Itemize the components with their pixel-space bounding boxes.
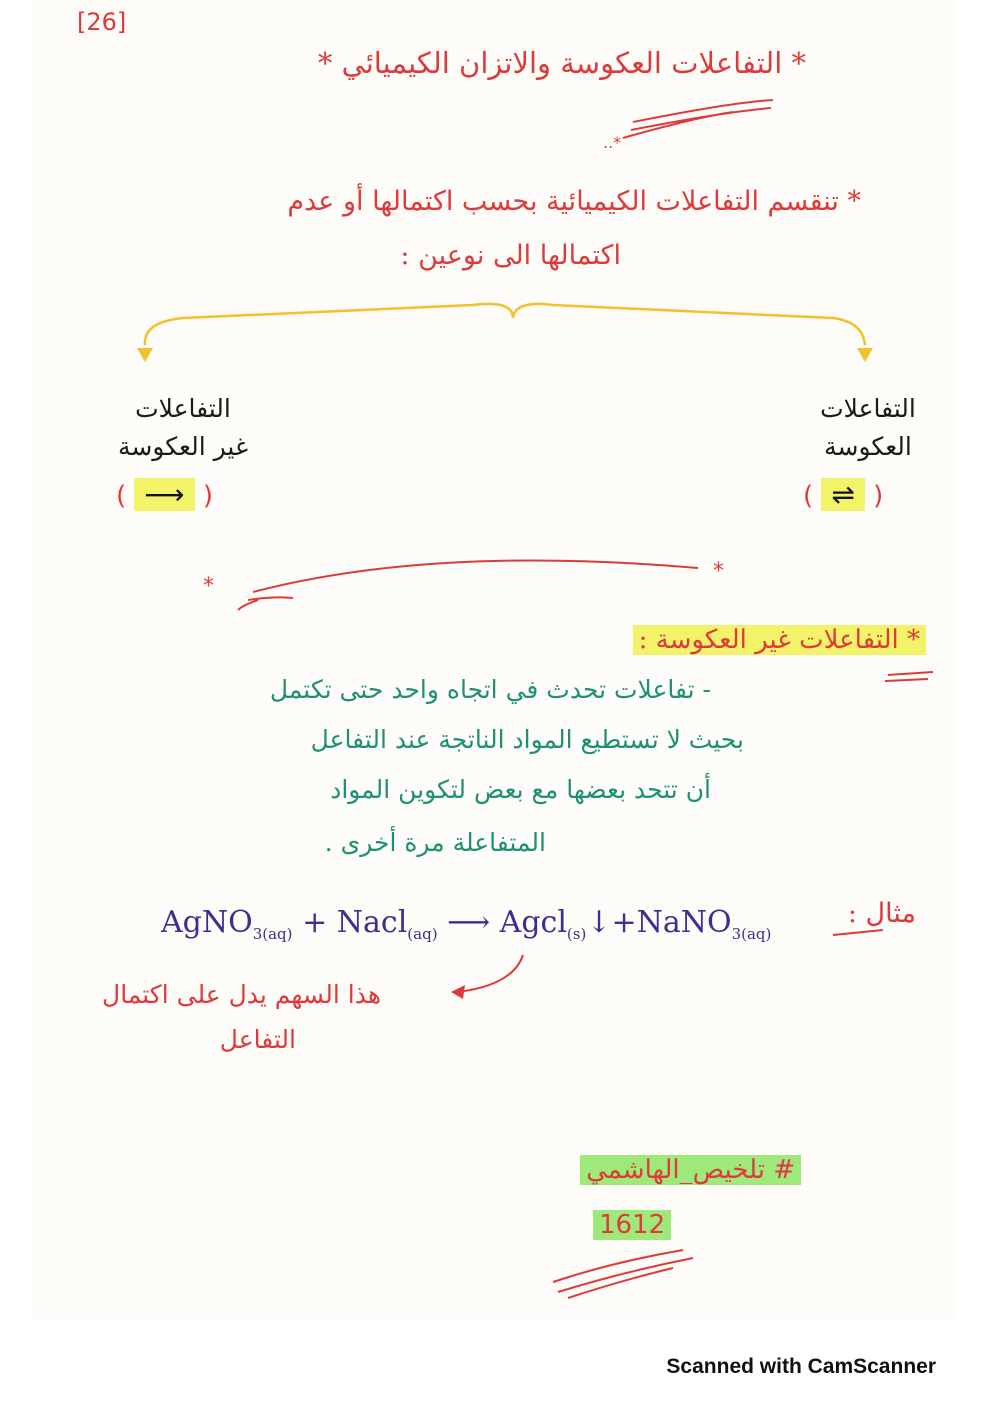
intro-line-1: * تنقسم التفاعلات الكيميائية بحسب اكتمالها أو عدم bbox=[287, 186, 861, 217]
brace-left-arrowhead bbox=[137, 348, 153, 362]
arrow-note-line-2: التفاعل bbox=[219, 1025, 296, 1054]
brace-left-arm bbox=[145, 304, 513, 345]
plus-sign-1: + bbox=[302, 905, 328, 940]
separator-star-right: * bbox=[713, 559, 724, 584]
signature-scribble bbox=[553, 1250, 693, 1298]
title-dots: ..* bbox=[603, 133, 622, 152]
reversible-symbol-box: ( ⇌ ) bbox=[803, 478, 884, 511]
section-heading-text: * التفاعلات غير العكوسة : bbox=[633, 625, 926, 655]
date-text: 1612 bbox=[593, 1210, 671, 1240]
definition-line-3: أن تتحد بعضها مع بعض لتكوين المواد bbox=[330, 775, 711, 804]
reversible-type-heading bbox=[783, 390, 953, 466]
paper-sheet bbox=[33, 0, 956, 1320]
reactant-2-state: (aq) bbox=[407, 925, 438, 943]
definition-line-4: المتفاعلة مرة أخرى . bbox=[324, 828, 546, 857]
irreversible-type-line-1: التفاعلات bbox=[135, 394, 231, 423]
reactant-1-subscript: 3 bbox=[252, 925, 263, 943]
arrow-note-line-1: هذا السهم يدل على اكتمال bbox=[102, 980, 381, 1009]
plus-sign-2: + bbox=[611, 905, 637, 940]
title-underline bbox=[623, 100, 773, 138]
brace-right-arm bbox=[513, 304, 865, 345]
reactant-1-state: (aq) bbox=[262, 925, 293, 943]
chemical-equation bbox=[161, 905, 771, 943]
author-hashtag-text: # تلخيص_الهاشمي bbox=[580, 1155, 801, 1185]
reversible-type-line-2: العكوسة bbox=[824, 432, 912, 461]
definition-line-1: - تفاعلات تحدث في اتجاه واحد حتى تكتمل bbox=[269, 675, 711, 704]
intro-line-2: اكتمالها الى نوعين : bbox=[400, 240, 621, 271]
brace-right-arrowhead bbox=[857, 348, 873, 362]
product-2-state: (aq) bbox=[741, 925, 772, 943]
product-1-state: (s) bbox=[566, 925, 587, 943]
note-pointer-arrow bbox=[458, 955, 523, 992]
precipitate-arrow-icon: ↓ bbox=[586, 905, 612, 940]
reactant-2: Nacl bbox=[336, 905, 408, 940]
page-number: [26] bbox=[77, 8, 127, 36]
reaction-arrow-icon: ⟶ bbox=[447, 905, 491, 940]
section-separator bbox=[238, 560, 698, 610]
scanner-watermark: Scanned with CamScanner bbox=[666, 1355, 936, 1378]
example-label-underline bbox=[833, 930, 883, 935]
section-heading bbox=[633, 625, 926, 655]
one-way-arrow-icon: ⟶ bbox=[134, 478, 194, 511]
irreversible-symbol-box: ( ⟶ ) bbox=[116, 478, 213, 511]
section-heading-underline bbox=[885, 672, 933, 681]
product-2-subscript: 3 bbox=[731, 925, 742, 943]
page-title: * التفاعلات العكوسة والاتزان الكيميائي * bbox=[317, 46, 806, 80]
separator-star-left: * bbox=[203, 574, 214, 599]
product-1: Agcl bbox=[499, 905, 567, 940]
definition-line-2: بحيث لا تستطيع المواد الناتجة عند التفاعل bbox=[310, 725, 744, 754]
equilibrium-arrow-icon: ⇌ bbox=[821, 478, 864, 511]
irreversible-type-line-2: غير العكوسة bbox=[117, 432, 249, 461]
author-hashtag bbox=[580, 1155, 801, 1185]
reactant-1: AgNO bbox=[161, 905, 253, 940]
note-pointer-arrowhead bbox=[451, 985, 465, 999]
example-label: مثال : bbox=[847, 898, 916, 929]
irreversible-type-heading bbox=[93, 390, 273, 466]
reversible-type-line-1: التفاعلات bbox=[820, 394, 916, 423]
date-stamp bbox=[593, 1210, 671, 1240]
product-2: NaNO bbox=[636, 905, 732, 940]
